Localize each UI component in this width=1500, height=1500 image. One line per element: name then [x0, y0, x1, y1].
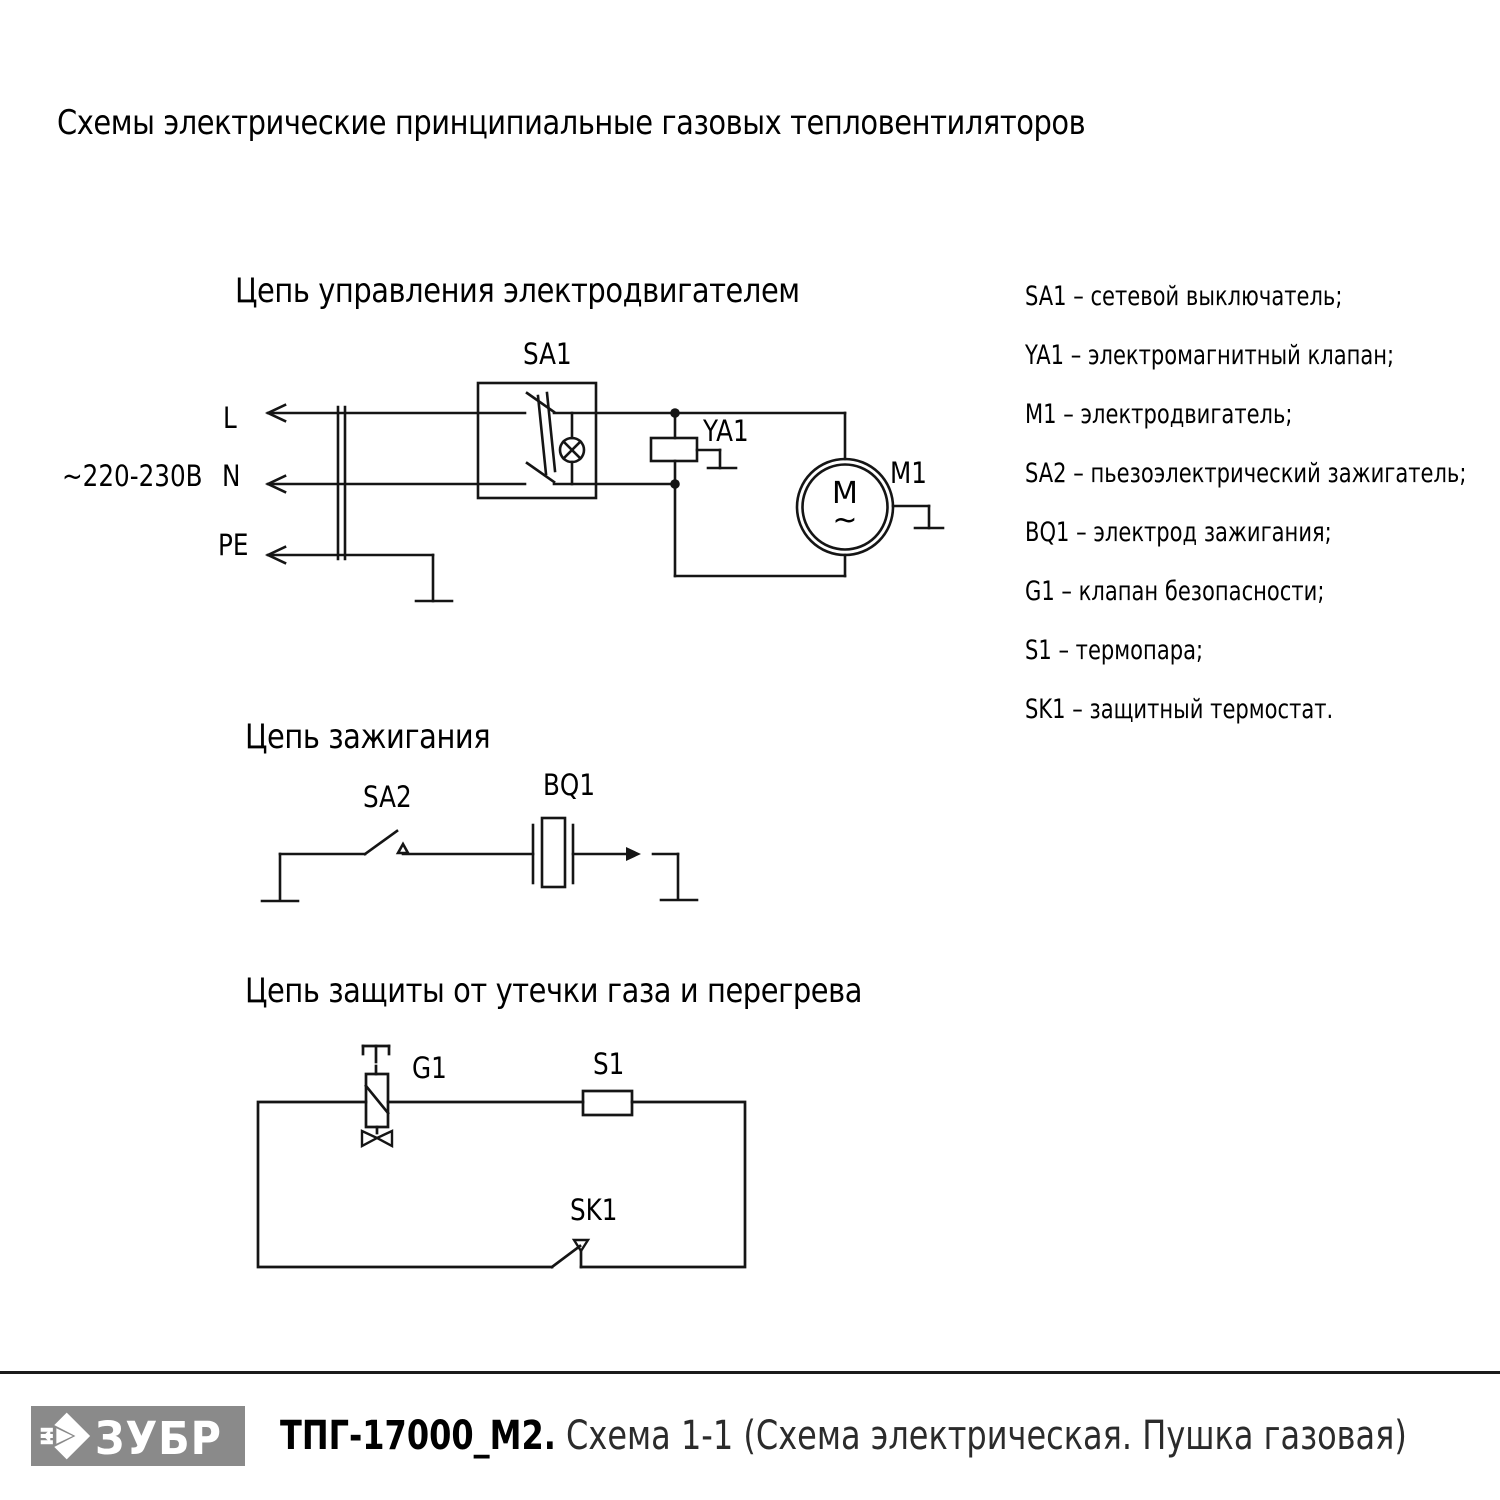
- protection-circuit-title-text: Цепь защиты от утечки газа и перегрева: [245, 971, 863, 1011]
- spark-gap-terminal-icon: [653, 854, 697, 900]
- electrode-bq1-text: BQ1: [543, 768, 595, 802]
- motor-m1-label: [890, 456, 933, 490]
- legend-item-ya1: YA1 – электромагнитный клапан;: [1025, 340, 1395, 371]
- legend-item-g1: G1 – клапан безопасности;: [1025, 576, 1325, 607]
- switch-sa1-label: [523, 337, 580, 371]
- legend-item-m1: M1 – электродвигатель;: [1025, 399, 1293, 430]
- terminal-l-label: [223, 401, 239, 435]
- thermostat-sk1-text: SK1: [570, 1193, 618, 1227]
- thermostat-sk1-label: [570, 1193, 626, 1227]
- footer-divider: [0, 1371, 1500, 1374]
- safety-valve-g1-text: G1: [412, 1051, 447, 1085]
- voltage-label: [62, 459, 227, 493]
- terminal-pe-label: [218, 528, 254, 562]
- page-title-text: Схемы электрические принципиальные газовых тепловентиляторов: [57, 103, 1086, 143]
- switch-sa2-text: SA2: [363, 780, 412, 814]
- safety-valve-g1-icon: [362, 1046, 392, 1146]
- electrode-bq1-icon: [533, 818, 573, 887]
- thermocouple-s1-label: [593, 1047, 630, 1081]
- voltage-label-text: ~220-230В: [62, 459, 203, 493]
- terminal-arrow-n-icon: [268, 476, 525, 492]
- motor-ground-icon: [893, 506, 943, 528]
- motor-ac-symbol: ~: [832, 503, 858, 538]
- piezo-switch-sa2-icon: [365, 831, 408, 854]
- arrowhead-icon: [626, 847, 641, 861]
- motor-letter: M: [832, 476, 858, 511]
- protection-circuit-title: [245, 971, 971, 1011]
- legend-item-s1: S1 – термопара;: [1025, 635, 1204, 666]
- ground-icon: [262, 854, 298, 901]
- legend-item-sa1: SA1 – сетевой выключатель;: [1025, 281, 1343, 312]
- legend-item-bq1: BQ1 – электрод зажигания;: [1025, 517, 1332, 548]
- thermocouple-s1-text: S1: [593, 1047, 625, 1081]
- footer-caption: [280, 1411, 1500, 1461]
- valve-ya1-label: [703, 414, 757, 448]
- motor-m1-text: M1: [890, 456, 927, 490]
- safety-valve-g1-label: [412, 1051, 453, 1085]
- junction-dot: [670, 408, 680, 418]
- zubr-logo-text: ЗУБР: [95, 1412, 222, 1465]
- switch-sa1-icon: [478, 383, 596, 498]
- legend-item-sa2: SA2 – пьезоэлектрический зажигатель;: [1025, 458, 1467, 489]
- wire: [675, 413, 845, 576]
- legend: [1025, 283, 1500, 755]
- thermostat-sk1-icon: [552, 1240, 588, 1267]
- terminal-l-text: L: [223, 401, 237, 435]
- ignition-circuit-title-text: Цепь зажигания: [245, 717, 491, 757]
- wire: [258, 1102, 745, 1267]
- control-circuit-title: [235, 271, 899, 311]
- terminal-n-text: N: [222, 459, 241, 493]
- legend-item-sk1: SK1 – защитный термостат.: [1025, 694, 1334, 725]
- electrode-bq1-label: [543, 768, 604, 802]
- terminal-arrow-l-icon: [268, 405, 525, 421]
- valve-ya1-text: YA1: [703, 414, 749, 448]
- zubr-logo-icon: [39, 1410, 91, 1462]
- switch-sa1-text: SA1: [523, 337, 572, 371]
- junction-dot: [670, 479, 680, 489]
- ignition-circuit-title: [245, 717, 534, 757]
- control-circuit-title-text: Цепь управления электродвигателем: [235, 271, 800, 311]
- footer-model: ТПГ-17000_М2.: [280, 1413, 556, 1459]
- protection-circuit-schematic: [250, 1035, 760, 1280]
- footer-description: Схема 1-1 (Схема электрическая. Пушка газовая): [566, 1413, 1407, 1459]
- terminal-pe-text: PE: [218, 528, 249, 562]
- pe-ground-icon: [416, 555, 452, 601]
- thermocouple-s1-icon: [583, 1091, 632, 1115]
- switch-sa2-label: [363, 780, 420, 814]
- terminal-n-label: [222, 459, 244, 493]
- page-title: [57, 103, 1267, 143]
- terminal-arrow-pe-icon: [268, 547, 433, 563]
- ignition-circuit-schematic: [250, 810, 710, 920]
